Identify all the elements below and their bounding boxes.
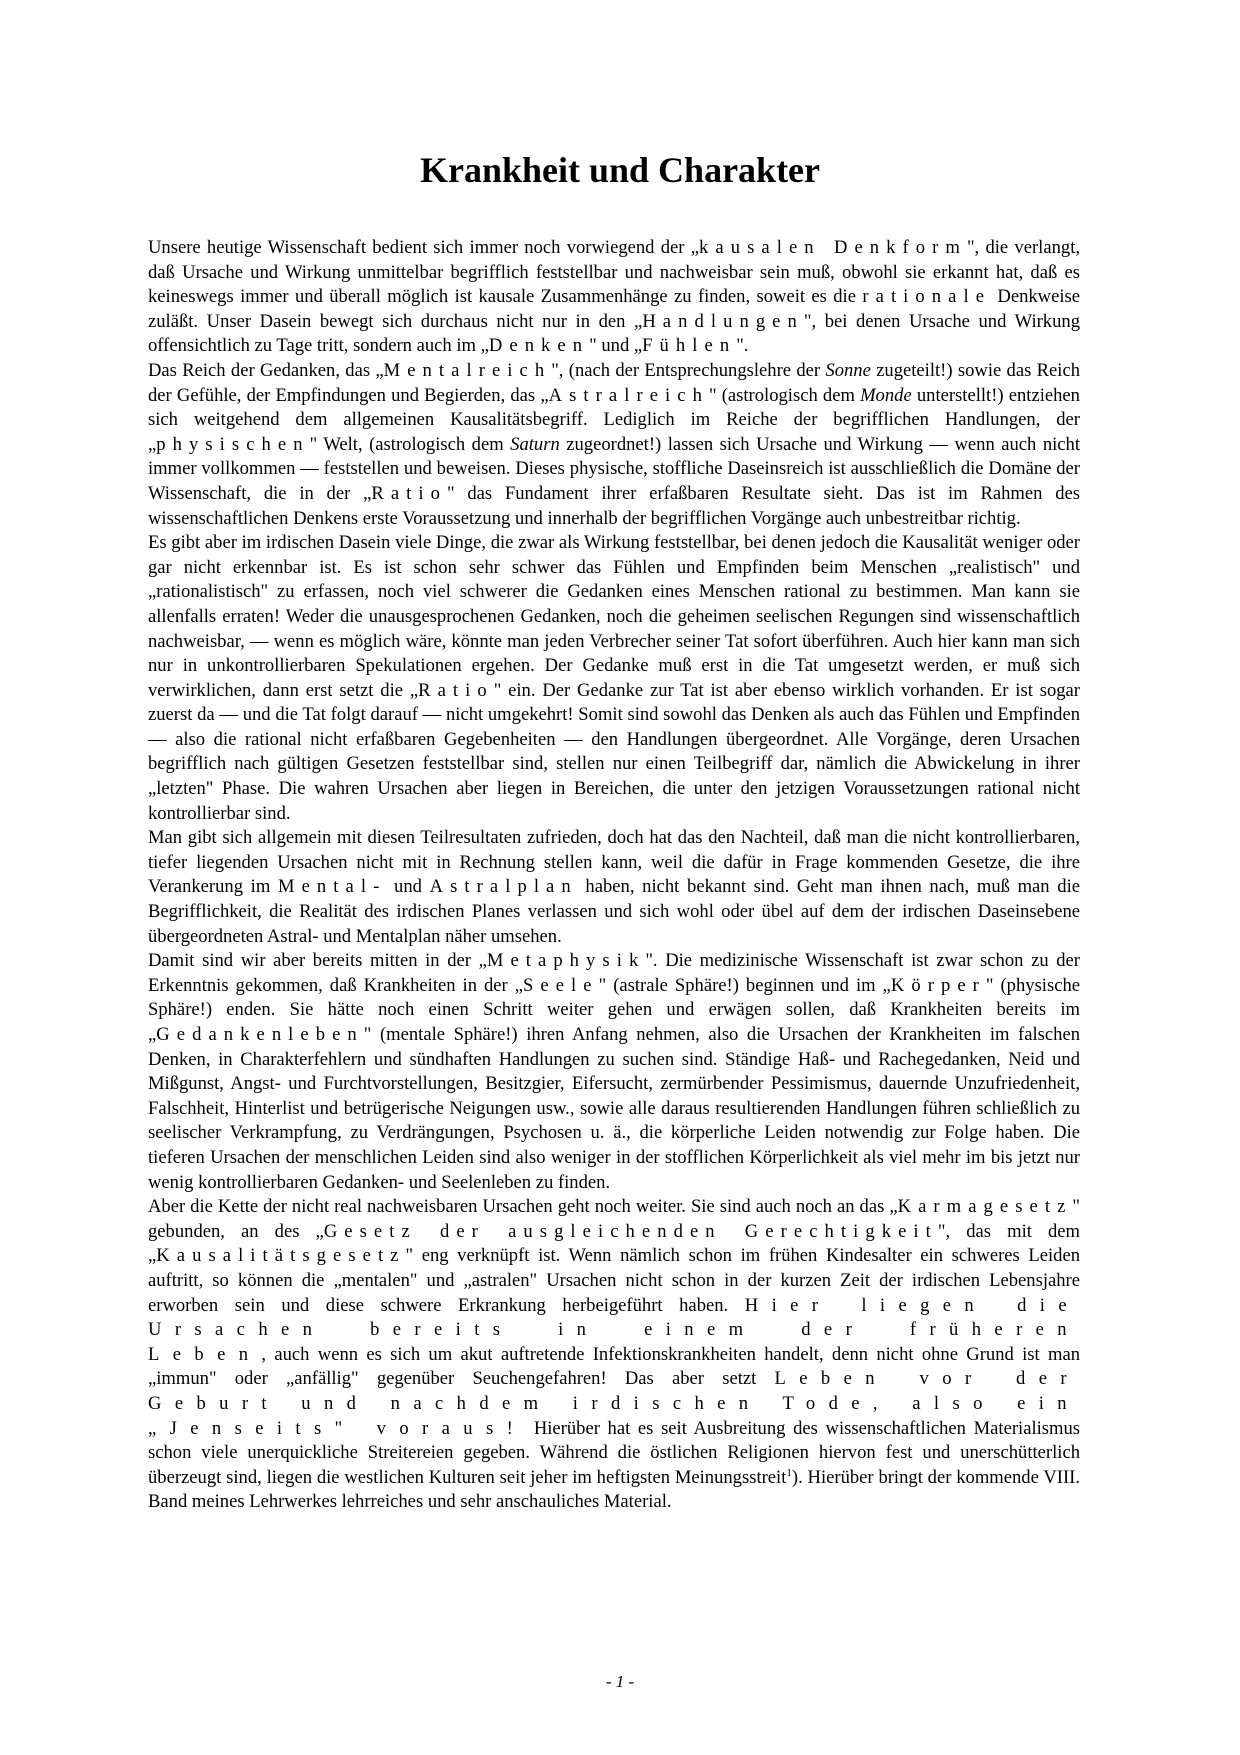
paragraph-3 [148,531,1080,826]
text: ", (nach der Entsprechungslehre der [551,359,826,381]
text: " (mentale Sphäre!) ihren Anfang nehmen, also die Ursachen der Krankheiten im falschen Denken, in Charakterfehlern und sündhaften Handlungen zu suchen sind. Ständige Haß- und Rachegedanken, Neid und Mißgunst, Angst- und Furchtvorstellungen, Besitzgier, Eifersucht, zermürbender Pessimismus, dauernde Unzufriedenheit, Falschheit, Hinterlist und betrügerische Neigungen usw., sowie alle daraus resultierenden Handlungen führen schließlich zu seelischer Verkrampfung, zu Verdrängungen, Psychosen u. ä., die körperliche Leiden notwendig zur Folge haben. Die tieferen Ursachen der menschlichen Leiden sind also weniger in der stofflichen Körperlichkeit als viel mehr im bis jetzt nur wenig kontrollierbaren Gedanken- und Seelenleben zu finden. [148,1024,1080,1193]
spaced-term: Astralreich [548,384,709,406]
text: ". Die medizinische Wissenschaft ist zwar schon zu der Erkenntnis gekommen, daß Krankheiten in der „ [148,950,1080,996]
spaced-term: Metaphysik [486,950,646,972]
spaced-term: Ratio [418,679,494,701]
text: " eng verknüpft ist. Wenn nämlich schon im frühen Kindesalter ein schweres Leiden auftritt, so können die „mentalen" und „astralen" Ursachen nicht schon in der kurzen Zeit der irdischen Lebensjahre erworben sein und diese schwere Erkrankung herbeigeführt haben. [148,1245,1080,1316]
spaced-term: Karmagesetz [897,1196,1073,1218]
spaced-term: Mentalreich [383,359,552,381]
italic-term: Sonne [825,359,871,381]
text: Hierüber hat es seit Ausbreitung des wissenschaftlichen Materialismus schon viele unerquickliche Streitereien gegeben. Während die östlichen Religionen hiervon fest und unerschütterlich überzeugt sind, liegen die westlichen Kulturen seit jeher im heftigsten Meinungsstreit [148,1417,1081,1488]
text: ", die verlangt, daß Ursache und Wirkung unmittelbar begrifflich feststellbar und nachweisbar sein muß, obwohl sie erkannt hat, daß es keineswegs immer und überall möglich ist kausale Zusammenhänge zu finden, soweit es die [148,237,1081,308]
body-text [148,236,1080,1515]
spaced-term: kausalen Denkform [699,237,967,258]
text: unterstellt!) entziehen sich weitgehend dem allgemeinen Kausalitätsbegriff. Lediglich im Reiche der begrifflichen Handlungen, der „ [148,384,1080,455]
text: zugeordnet!) lassen sich Ursache und Wirkung — wenn auch nicht immer vollkommen — feststellen und beweisen. Dieses physische, stoffliche Daseinsreich ist ausschließlich die Domäne der Wissenschaft, die in der „ [148,433,1080,504]
text: " gebunden, an des „ [148,1196,1080,1242]
text: " und „ [589,335,643,357]
spaced-term: Astralplan [429,876,578,898]
paragraph-5 [148,949,1080,1195]
text: Damit sind wir aber bereits mitten in der „ [148,950,487,972]
italic-term: Saturn [510,433,560,455]
spaced-term: Handlungen [642,310,804,332]
text: und [386,876,430,898]
spaced-term: Ratio [371,482,447,504]
text: Man gibt sich allgemein mit diesen Teilresultaten zufrieden, doch hat das den Nachteil, daß man die nicht kontrollierbaren, tiefer liegenden Ursachen nicht mit in Rechnung stellen kann, weil die dafür in Frage kommenden Gesetze, die ihre Verankerung im [148,827,1080,898]
text: zugeteilt!) sowie das Reich der Gefühle, der Empfindungen und Begierden, das „ [148,359,1081,406]
text: Das Reich der Gedanken, das „ [148,359,384,381]
text: " ein. Der Gedanke zur Tat ist aber ebenso wirklich vorhanden. Er ist sogar zuerst da — und die Tat folgt darauf — nicht umgekehrt! Somit sind sowohl das Denken als auch das Fühlen und Empfinden — also die rational nicht erfaßbaren Gegebenheiten — den Handlungen übergeordnet. Alle Vorgänge, deren Ursachen begrifflich nach gültigen Gesetzen feststellbar sind, stellen nur einen Teilbegriff dar, nämlich die Abwickelung in ihrer „letzten" Phase. Die wahren Ursachen aber liegen in Bereichen, die unter den jetzigen Voraussetzungen rational nicht kontrollierbar sind. [148,679,1080,824]
text: , auch wenn es sich um akut auftretende Infektionskrankheiten handelt, denn nicht ohne Grund ist man „immun" oder „anfällig" gegenüber Seuchengefahren! Das aber setzt [148,1343,1080,1390]
spaced-term: Gedankenleben [156,1024,364,1045]
spaced-term: Kausalitätsgesetz [156,1245,406,1267]
spaced-term: Seele [523,974,599,996]
text: " (physische Sphäre!) enden. Sie hätte noch einen Schritt weiter gehen und erwägen sollen, daß Krankheiten bereits im „ [148,974,1081,1045]
spaced-term: Denken [488,335,590,357]
spaced-term: Mental- [278,876,387,898]
text: " (astrologisch dem [708,384,861,406]
text: ", das mit dem „ [148,1220,1081,1267]
text: ", bei denen Ursache und Wirkung offensichtlich zu Tage tritt, sondern auch im „ [148,310,1080,357]
spaced-term: Leben vor der Geburt und nachdem irdischen Tode, also ein „Jenseits" voraus! [148,1368,1080,1439]
text: " Welt, (astrologisch dem [309,433,511,455]
spaced-term: Gesetz der ausgleichenden Gerechtigkeit [323,1220,938,1242]
text: haben, nicht bekannt sind. Geht man ihnen nach, muß man die Begrifflichkeit, die Realität des irdischen Planes verlassen und sich wohl oder übel auf dem der irdischen Daseinsebene übergeordneten Astral- und Mentalplan näher umsehen. [148,876,1081,947]
page-title: Krankheit und Charakter [419,150,821,190]
italic-term: Monde [860,384,912,406]
text: Aber die Kette der nicht real nachweisbaren Ursachen geht noch weiter. Sie sind auch noch an das „ [148,1196,898,1218]
text: " (astrale Sphäre!) beginnen und im „ [598,974,891,996]
paragraph-1 [148,236,1080,359]
text: Denkweise zuläßt. Unser Dasein bewegt sich durchaus nicht nur in den „ [148,286,1080,332]
footnote-marker: 1 [786,1466,792,1479]
text: " das Fundament ihrer erfaßbaren Resultate sieht. Das ist im Rahmen des wissenschaftlichen Denkens erste Voraussetzung und innerhalb der begrifflichen Vorgänge auch unbestreitbar richtig. [148,482,1080,529]
spaced-term: Hier liegen die Ursachen bereits in einem der früheren Leben [148,1294,1080,1365]
text: Unsere heutige Wissenschaft bedient sich immer noch vorwiegend der „ [148,237,700,258]
spaced-term: rationale [862,286,992,308]
paragraph-6 [148,1195,1080,1515]
spaced-term: Fühlen [642,335,737,357]
text: ). Hierüber bringt der kommende VIII. Band meines Lehrwerkes lehrreiches und sehr anschauliches Material. [148,1466,1080,1513]
text: ". [736,335,749,357]
paragraph-2 [148,359,1080,531]
spaced-term: physischen [156,433,310,455]
paragraph-4 [148,826,1080,949]
spaced-term: Körper [890,974,986,996]
page-number: - 1 - [605,1672,635,1691]
text: Es gibt aber im irdischen Dasein viele Dinge, die zwar als Wirkung feststellbar, bei denen jedoch die Kausalität weniger oder gar nicht erkennbar ist. Es ist schon sehr schwer das Fühlen und Empfinden beim Menschen „realistisch" und „rationalistisch" zu erfassen, noch viel schwerer die Gedanken eines Menschen rational zu bestimmen. Man kann sie allenfalls erraten! Weder die unausgesprochenen Gedanken, noch die geheimen seelischen Regungen sind wissenschaftlich nachweisbar, — wenn es möglich wäre, könnte man jeden Verbrecher seiner Tat sofort überführen. Auch hier kann man sich nur in unkontrollierbaren Spekulationen ergehen. Der Gedanke muß erst in die Tat umgesetzt werden, er muß sich verwirklichen, dann erst setzt die „ [148,532,1080,701]
